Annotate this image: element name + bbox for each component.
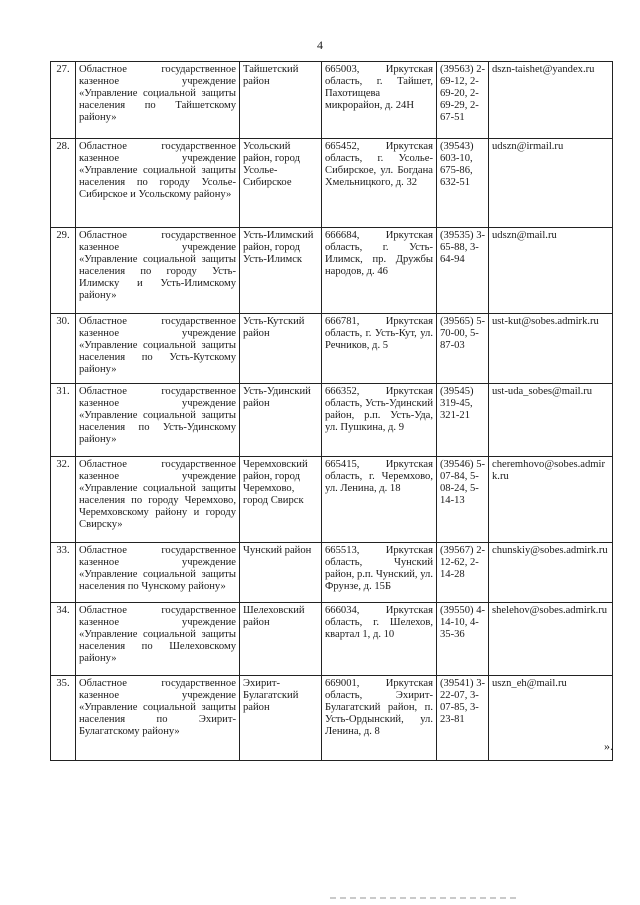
email-address: dszn-taishet@yandex.ru (489, 62, 613, 139)
email-address: udszn@irmail.ru (489, 139, 613, 228)
territory: Эхирит-Булагатский район (240, 676, 322, 761)
row-number: 32. (51, 457, 76, 543)
phone-numbers: (39546) 5-07-84, 5-08-24, 5-14-13 (437, 457, 489, 543)
postal-address: 666684, Иркутская область, г. Усть-Илимск, пр. Дружбы народов, д. 46 (322, 228, 437, 314)
table-row (51, 543, 613, 603)
email-address: ust-kut@sobes.admirk.ru (489, 314, 613, 384)
table-row (51, 676, 613, 761)
phone-numbers: (39545) 319-45, 321-21 (437, 384, 489, 457)
institution-name: Областное государственное казенное учреждение «Управление социальной защиты населения по городу Черемхово, Черемховскому району и городу Свирску» (76, 457, 240, 543)
table-row (51, 457, 613, 543)
postal-address: 665415, Иркутская область, г. Черемхово, ул. Ленина, д. 18 (322, 457, 437, 543)
phone-numbers: (39565) 5-70-00, 5-87-03 (437, 314, 489, 384)
territory: Тайшетский район (240, 62, 322, 139)
territory: Усть-Удинский район (240, 384, 322, 457)
institution-name: Областное государственное казенное учреждение «Управление социальной защиты населения по городу Усолье-Сибирское и Усольскому району» (76, 139, 240, 228)
table-row (51, 384, 613, 457)
email-address: ust-uda_sobes@mail.ru (489, 384, 613, 457)
closing-quote-mark: ». (604, 739, 613, 753)
email-address: shelehov@sobes.admirk.ru (489, 603, 613, 676)
postal-address: 665513, Иркутская область, Чунский район, р.п. Чунский, ул. Фрунзе, д. 15Б (322, 543, 437, 603)
row-number: 31. (51, 384, 76, 457)
email-address: cheremhovo@sobes.admirk.ru (489, 457, 613, 543)
postal-address: 669001, Иркутская область, Эхирит-Булагатский район, п. Усть-Ордынский, ул. Ленина, д. 8 (322, 676, 437, 761)
postal-address: 666034, Иркутская область, г. Шелехов, квартал 1, д. 10 (322, 603, 437, 676)
territory: Усольский район, город Усолье-Сибирское (240, 139, 322, 228)
phone-numbers: (39550) 4-14-10, 4-35-36 (437, 603, 489, 676)
phone-numbers: (39535) 3-65-88, 3-64-94 (437, 228, 489, 314)
table-row (51, 62, 613, 139)
territory: Чунский район (240, 543, 322, 603)
institution-name: Областное государственное казенное учреждение «Управление социальной защиты населения по городу Усть-Илимску и Усть-Илимскому району» (76, 228, 240, 314)
scan-artifact (330, 897, 520, 899)
table-row (51, 228, 613, 314)
phone-numbers: (39541) 3-22-07, 3-07-85, 3-23-81 (437, 676, 489, 761)
table-row (51, 603, 613, 676)
institution-name: Областное государственное казенное учреждение «Управление социальной защиты населения по Усть-Удинскому району» (76, 384, 240, 457)
row-number: 27. (51, 62, 76, 139)
postal-address: 666352, Иркутская область, Усть-Удинский район, р.п. Усть-Уда, ул. Пушкина, д. 9 (322, 384, 437, 457)
row-number: 34. (51, 603, 76, 676)
territory: Черемховский район, город Черемхово, город Свирск (240, 457, 322, 543)
email-address: udszn@mail.ru (489, 228, 613, 314)
row-number: 28. (51, 139, 76, 228)
phone-numbers: (39563) 2-69-12, 2-69-20, 2-69-29, 2-67-51 (437, 62, 489, 139)
institution-name: Областное государственное казенное учреждение «Управление социальной защиты населения по Шелеховскому району» (76, 603, 240, 676)
institution-name: Областное государственное казенное учреждение «Управление социальной защиты населения по Усть-Кутскому району» (76, 314, 240, 384)
territory: Шелеховский район (240, 603, 322, 676)
email-address: chunskiy@sobes.admirk.ru (489, 543, 613, 603)
territory: Усть-Кутский район (240, 314, 322, 384)
email-address: uszn_eh@mail.ru (489, 676, 613, 761)
row-number: 35. (51, 676, 76, 761)
institution-name: Областное государственное казенное учреждение «Управление социальной защиты населения по Тайшетскому району» (76, 62, 240, 139)
row-number: 29. (51, 228, 76, 314)
territory: Усть-Илимский район, город Усть-Илимск (240, 228, 322, 314)
row-number: 30. (51, 314, 76, 384)
postal-address: 666781, Иркутская область, г. Усть-Кут, ул. Речников, д. 5 (322, 314, 437, 384)
table-row (51, 139, 613, 228)
phone-numbers: (39543) 603-10, 675-86, 632-51 (437, 139, 489, 228)
phone-numbers: (39567) 2-12-62, 2-14-28 (437, 543, 489, 603)
postal-address: 665452, Иркутская область, г. Усолье-Сибирское, ул. Богдана Хмельницкого, д. 32 (322, 139, 437, 228)
postal-address: 665003, Иркутская область, г. Тайшет, Пахотищева микрорайон, д. 24Н (322, 62, 437, 139)
page-number: 4 (317, 38, 323, 52)
institution-name: Областное государственное казенное учреждение «Управление социальной защиты населения по Эхирит-Булагатскому району» (76, 676, 240, 761)
table-row (51, 314, 613, 384)
institution-name: Областное государственное казенное учреждение «Управление социальной защиты населения по Чунскому району» (76, 543, 240, 603)
row-number: 33. (51, 543, 76, 603)
institutions-table (50, 61, 613, 761)
